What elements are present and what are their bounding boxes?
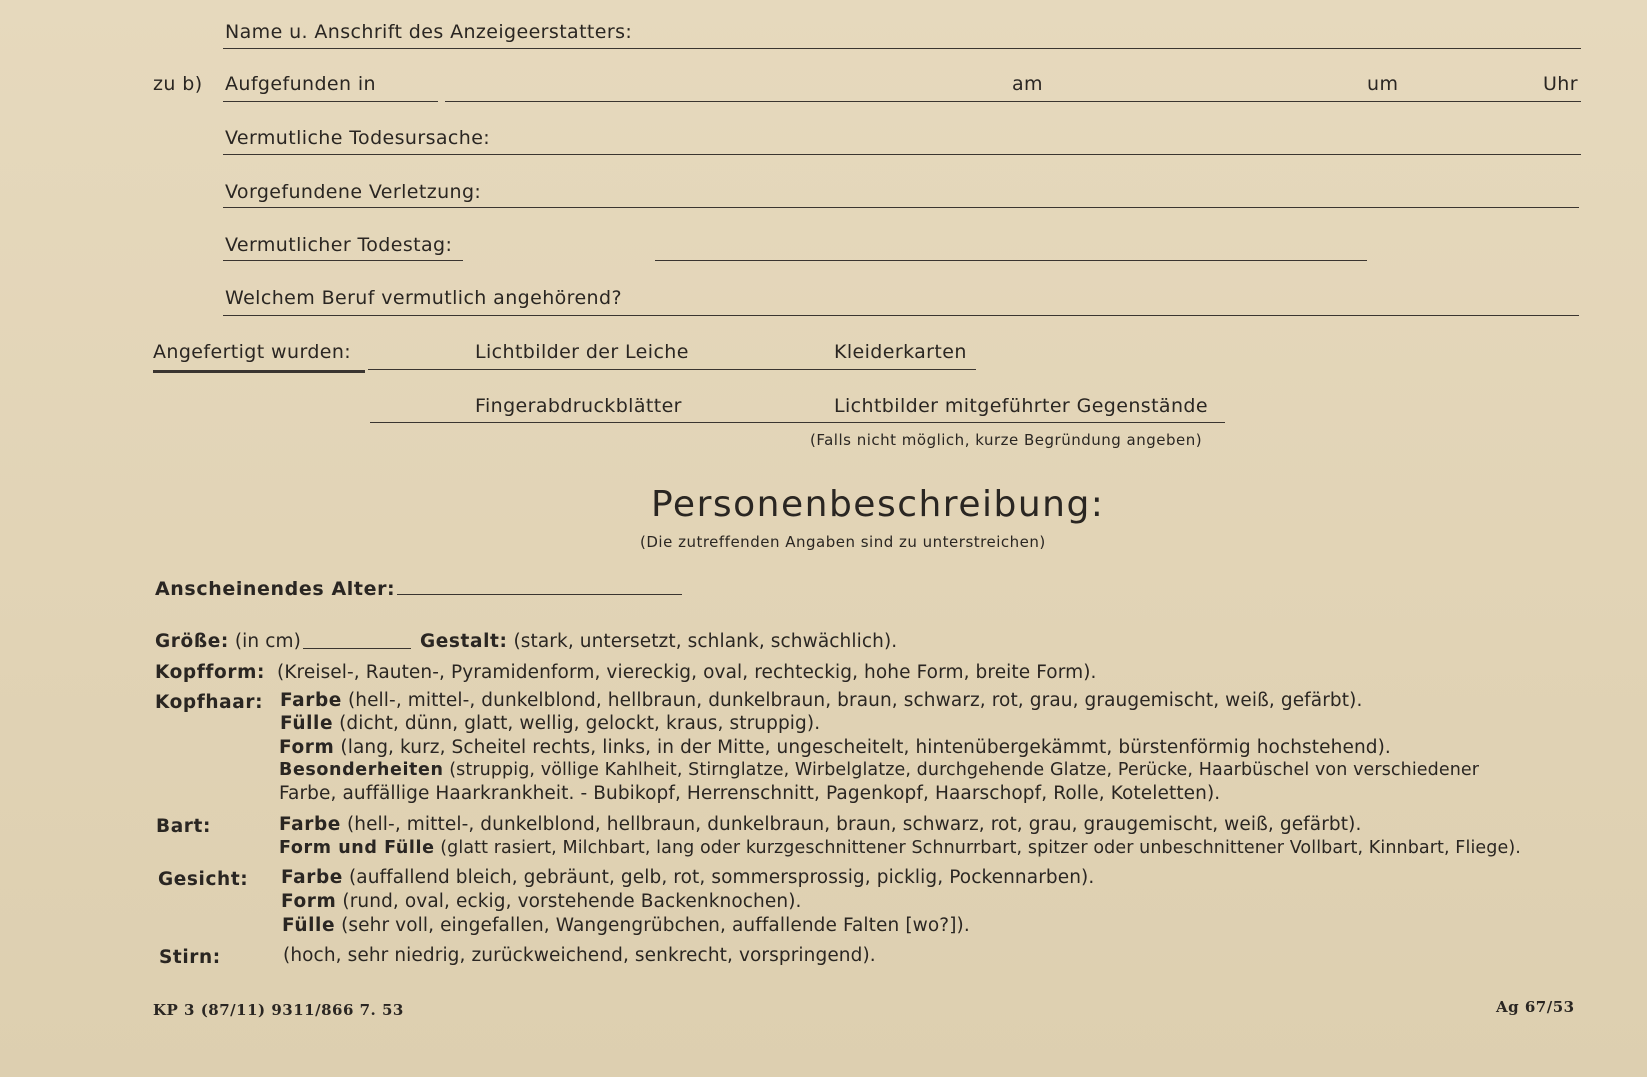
angefertigt-line-2 [370,422,1225,423]
haar-form-row [279,737,1391,758]
stirn-text: (hoch, sehr niedrig, zurückweichend, senkrecht, vorspringend). [283,945,876,966]
haar-fuelle-text: (dicht, dünn, glatt, wellig, gelockt, kraus, struppig). [339,713,821,734]
bart-form-row [279,838,1521,858]
gesicht-fuelle-text: (sehr voll, eingefallen, Wangengrübchen, auffallende Falten [wo?]). [341,915,970,936]
angefertigt-underline [153,370,365,373]
gesicht-form-label: Form [281,891,337,912]
uhr-label: Uhr [1543,73,1578,95]
lichtbilder-leiche: Lichtbilder der Leiche [475,341,689,363]
gesicht-fuelle-row [282,915,970,936]
kopfform-text: (Kreisel-, Rauten-, Pyramidenform, viereckig, oval, rechteckig, hohe Form, breite Form). [277,662,1097,683]
haar-fuelle-row [280,713,820,734]
lichtbilder-gegenstaende: Lichtbilder mitgeführter Gegenstände [834,395,1208,417]
haar-farbe-label: Farbe [280,690,342,711]
fingerabdruck: Fingerabdruckblätter [475,395,682,417]
haar-besonder-text2: Farbe, auffällige Haarkrankheit. - Bubikopf, Herrenschnitt, Pagenkopf, Haarschopf, Rolle, Koteletten). [279,783,1221,804]
haar-form-label: Form [279,737,335,758]
name-line [223,48,1581,49]
haar-besonder-label: Besonderheiten [279,760,444,780]
gesicht-form-row [281,891,802,912]
todestag-label: Vermutlicher Todestag: [225,234,453,256]
haar-farbe-row [280,690,1362,711]
haar-farbe-text: (hell-, mittel-, dunkelblond, hellbraun, dunkelbraun, braun, schwarz, rot, grau, graugemischt, weiß, gefärbt). [347,690,1363,711]
am-label: am [1012,73,1043,95]
beruf-label: Welchem Beruf vermutlich angehörend? [225,287,622,309]
gestalt-row [420,631,897,652]
verletzung-label: Vorgefundene Verletzung: [225,181,482,203]
um-label: um [1367,73,1399,95]
beruf-line [223,315,1579,316]
groesse-label: Größe: [155,631,229,652]
groesse-unit: (in cm) [234,631,301,652]
bart-label: Bart: [156,816,211,837]
todesursache-label: Vermutliche Todesursache: [225,127,491,149]
bart-form-label: Form und Fülle [279,838,435,858]
bart-farbe-row [279,814,1361,835]
bart-farbe-text: (hell-, mittel-, dunkelblond, hellbraun, dunkelbraun, braun, schwarz, rot, grau, graugemischt, weiß, gefärbt). [346,814,1362,835]
name-label: Name u. Anschrift des Anzeigeerstatters: [225,21,633,43]
angefertigt-label: Angefertigt wurden: [153,341,352,363]
gesicht-farbe-label: Farbe [281,867,343,888]
aufgefunden-label: Aufgefunden in [225,73,377,95]
bart-farbe-label: Farbe [279,814,341,835]
haar-besonder-row [279,760,1479,780]
stirn-label: Stirn: [159,947,221,968]
kleiderkarten: Kleiderkarten [834,341,967,363]
groesse-row [155,631,301,652]
angefertigt-line-1 [368,369,976,370]
alter-label: Anscheinendes Alter: [155,578,396,600]
section-title: Personenbeschreibung: [651,484,1105,525]
aufgefunden-line [445,101,1581,102]
section-subtitle: (Die zutreffenden Angaben sind zu unterstreichen) [640,533,1046,551]
footer-right: Ag 67/53 [1496,998,1575,1016]
kopfhaar-label: Kopfhaar: [155,692,264,713]
gesicht-form-text: (rund, oval, eckig, vorstehende Backenknochen). [342,891,802,912]
haar-fuelle-label: Fülle [280,713,334,734]
gestalt-text: (stark, untersetzt, schlank, schwächlich). [513,631,898,652]
alter-line [397,594,682,595]
todestag-line [655,260,1367,261]
footer-left: KP 3 (87/11) 9311/866 7. 53 [153,1001,404,1019]
aufgefunden-label-line [223,101,438,102]
gesicht-farbe-row [281,867,1094,888]
gesicht-fuelle-label: Fülle [282,915,336,936]
gesicht-farbe-text: (auffallend bleich, gebräunt, gelb, rot, sommersprossig, picklig, Pockennarben). [348,867,1095,888]
kopfform-label: Kopfform: [155,662,265,683]
groesse-line [303,648,411,649]
todestag-label-line [223,260,463,261]
haar-form-text: (lang, kurz, Scheitel rechts, links, in der Mitte, ungescheitelt, hintenübergekämmt, bürstenförmig hochstehend). [340,737,1391,758]
gestalt-label: Gestalt: [420,631,508,652]
verletzung-line [223,207,1579,208]
gesicht-label: Gesicht: [158,869,249,890]
angefertigt-note: (Falls nicht möglich, kurze Begründung angeben) [810,431,1203,449]
haar-besonder-text1: (struppig, völlige Kahlheit, Stirnglatze, Wirbelglatze, durchgehende Glatze, Perücke, Haarbüschel von verschiedener [449,760,1480,780]
bart-form-text: (glatt rasiert, Milchbart, lang oder kurzgeschnittener Schnurrbart, spitzer oder unbeschnittener Vollbart, Kinnbart, Fliege). [440,838,1521,858]
zu-b-label: zu b) [153,73,203,95]
todesursache-line [223,154,1581,155]
